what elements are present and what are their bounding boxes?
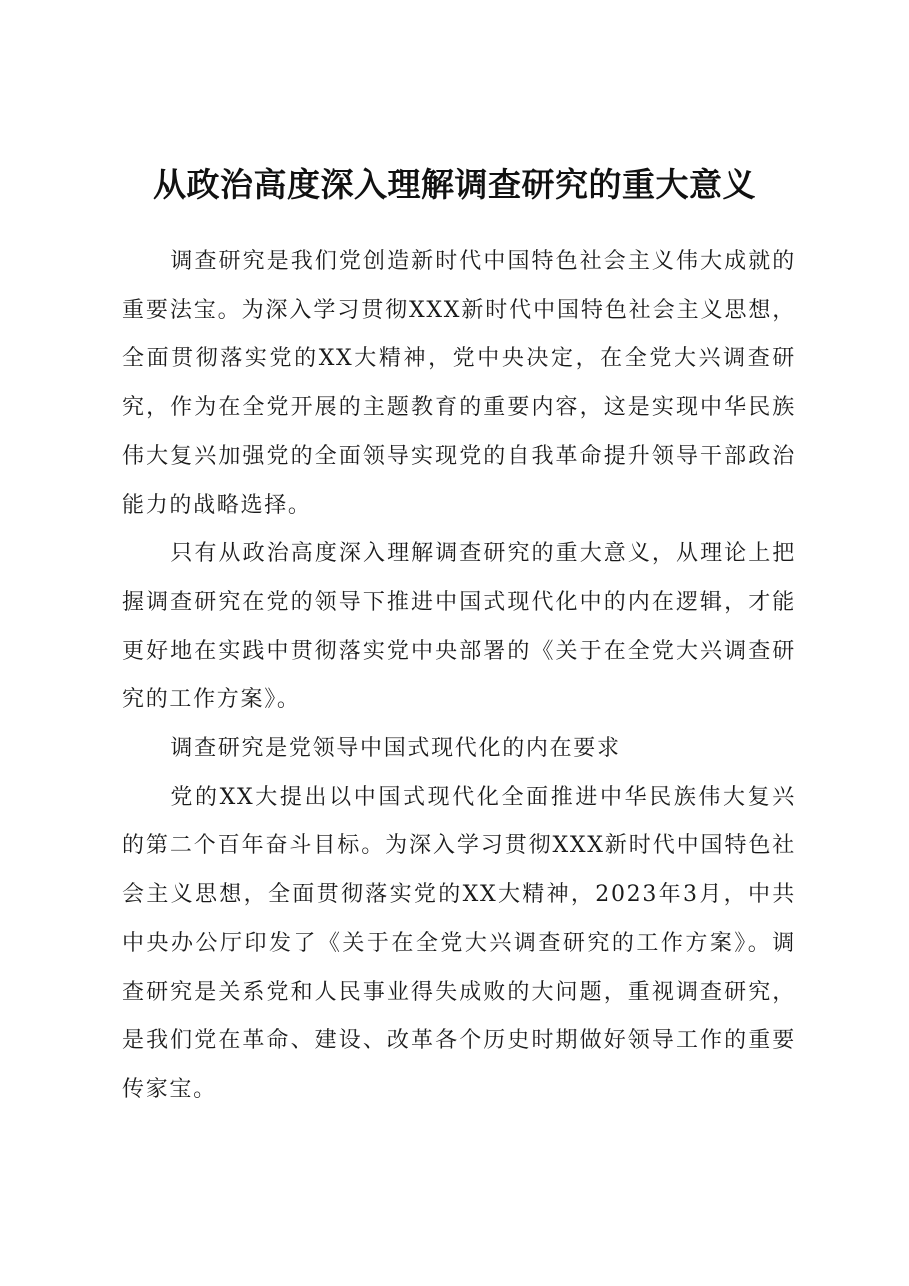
paragraph-intro: 调查研究是我们党创造新时代中国特色社会主义伟大成就的重要法宝。为深入学习贯彻XXX新时代中国特色社会主义思想，全面贯彻落实党的XX大精神，党中央决定，在全党大兴调查研究，作为在全党开展的主题教育的重要内容，这是实现中华民族伟大复兴加强党的全面领导实现党的自我革命提升领导干部政治能力的战略选择。: [122, 249, 796, 518]
paragraph-modernization: 党的XX大提出以中国式现代化全面推进中华民族伟大复兴的第二个百年奋斗目标。为深入学习贯彻XXX新时代中国特色社会主义思想，全面贯彻落实党的XX大精神，2023年3月，中共中央办公厅印发了《关于在全党大兴调查研究的工作方案》。调查研究是关系党和人民事业得失成败的大问题，重视调查研究，是我们党在革命、建设、改革各个历史时期做好领导工作的重要传家宝。: [122, 784, 796, 1102]
section-heading: 调查研究是党领导中国式现代化的内在要求: [170, 736, 621, 762]
paragraph-significance: 只有从政治高度深入理解调查研究的重大意义，从理论上把握调查研究在党的领导下推进中国式现代化中的内在逻辑，才能更好地在实践中贯彻落实党中央部署的《关于在全党大兴调查研究的工作方案》。: [122, 541, 796, 713]
document-body: [122, 238, 796, 1115]
document-title: 从政治高度深入理解调查研究的重大意义: [153, 165, 756, 204]
